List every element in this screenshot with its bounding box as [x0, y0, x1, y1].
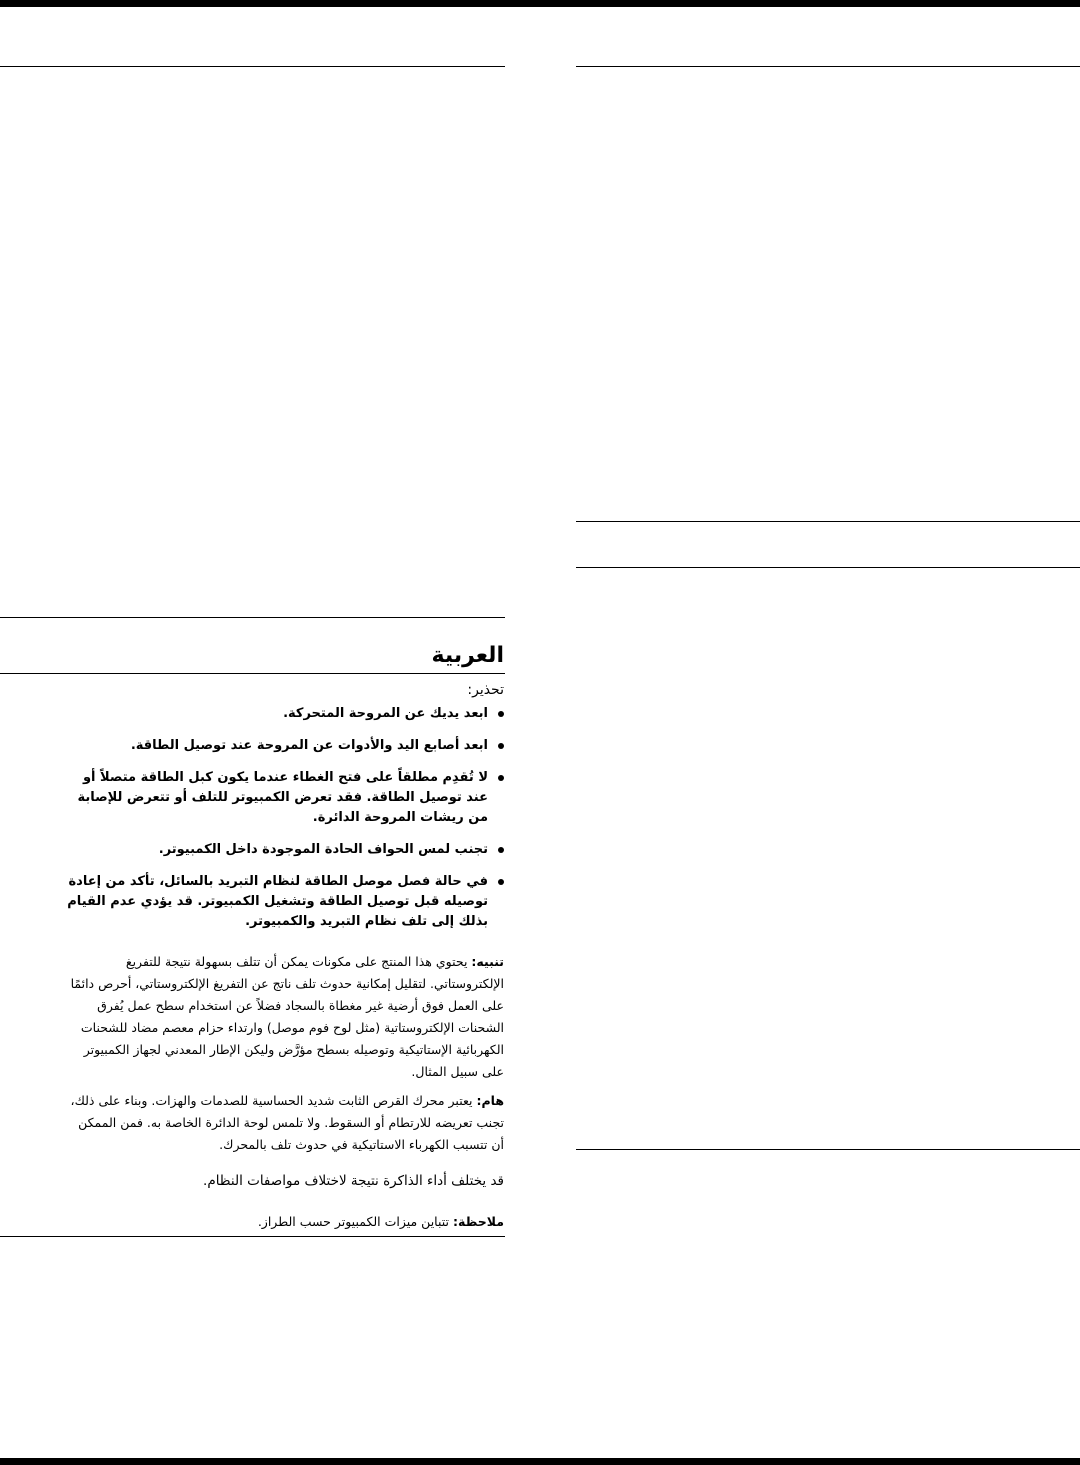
warning-list	[64, 704, 504, 944]
right-column-rule-3	[576, 1149, 1080, 1150]
page-border-top	[0, 0, 1080, 7]
caution-label: تنبيه:	[471, 954, 504, 969]
memory-note: قد يختلف أداء الذاكرة نتيجة لاختلاف مواصفات النظام.	[203, 1173, 504, 1189]
left-column-top-rule	[0, 66, 505, 67]
model-note	[68, 1211, 504, 1233]
important-label: هام:	[476, 1093, 504, 1108]
note-text: تتباين ميزات الكمبيوتر حسب الطراز.	[257, 1214, 450, 1229]
page-border-bottom	[0, 1458, 1080, 1465]
warning-heading: تحذير:	[467, 682, 504, 698]
important-text: يعتبر محرك القرص الثابت شديد الحساسية للصدمات والهزات. وبناء على ذلك، تجنب تعريضه للارتطام أو السقوط. ولا تلمس لوحة الدائرة الخاصة به. فمن الممكن أن تتسبب الكهرباء الاستاتيكية في حدوث تلف بالمحرك.	[70, 1093, 504, 1152]
important-paragraph	[68, 1090, 504, 1156]
right-column-top-rule	[576, 66, 1080, 67]
warning-item: تجنب لمس الحواف الحادة الموجودة داخل الكمبيوتر.	[64, 840, 504, 860]
caution-paragraph	[68, 951, 504, 1083]
left-column-bottom-rule	[0, 1236, 505, 1237]
section-title: العربية	[431, 643, 504, 668]
warning-item: لا تُقدِم مطلقاً على فتح الغطاء عندما يكون كبل الطاقة متصلاً أو عند توصيل الطاقة. فقد تعرض الكمبيوتر للتلف أو تتعرض للإصابة من ريشات المروحة الدائرة.	[64, 768, 504, 828]
left-column-section-rule	[0, 617, 505, 618]
right-column-rule-2	[576, 567, 1080, 568]
left-heading-underline	[0, 673, 505, 674]
warning-item: ابعد أصابع اليد والأدوات عن المروحة عند توصيل الطاقة.	[64, 736, 504, 756]
right-column-rule-1	[576, 521, 1080, 522]
caution-text: يحتوي هذا المنتج على مكونات يمكن أن تتلف بسهولة نتيجة للتفريغ الإلكتروستاتي. لتقليل إمكانية حدوث تلف ناتج عن التفريغ الإلكتروستاتي، أحرص دائمًا على العمل فوق أرضية غير مغطاة بالسجاد فضلاً عن استخدام سطح عمل يُفرق الشحنات الإلكتروستاتية (مثل لوح فوم موصل) وارتداء حزام معصم مضاد للشحنات الكهربائية الإستاتيكية وتوصيله بسطح مؤرَّض وليكن الإطار المعدني لجهاز الكمبيوتر على سبيل المثال.	[70, 954, 504, 1079]
warning-item: في حالة فصل موصل الطاقة لنظام التبريد بالسائل، تأكد من إعادة توصيله قبل توصيل الطاقة وتشغيل الكمبيوتر. قد يؤدي عدم القيام بذلك إلى تلف نظام التبريد والكمبيوتر.	[64, 872, 504, 932]
note-label: ملاحظة:	[453, 1214, 504, 1229]
warning-item: ابعد يديك عن المروحة المتحركة.	[64, 704, 504, 724]
